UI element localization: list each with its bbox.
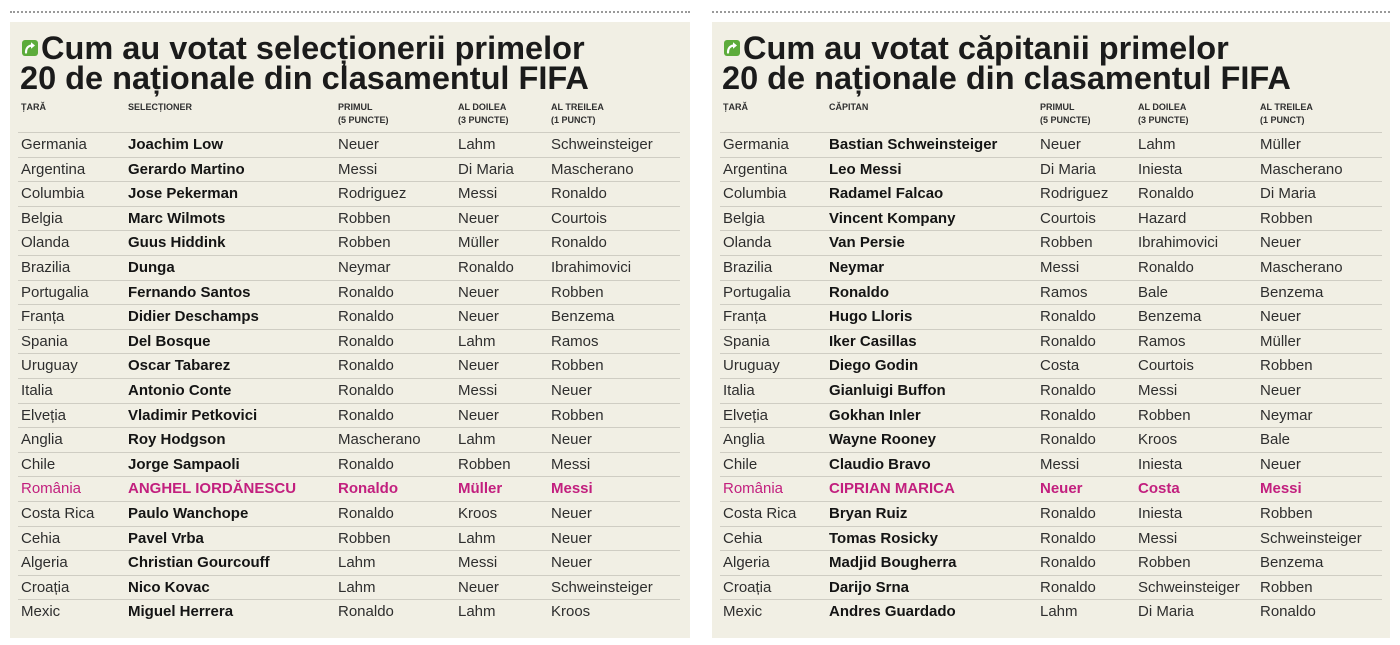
third-choice-cell: Ronaldo <box>551 234 607 252</box>
table-row <box>18 600 680 624</box>
country-cell: Brazilia <box>723 258 773 276</box>
country-cell: Argentina <box>723 160 788 178</box>
table-row <box>720 502 1382 527</box>
first-choice-cell: Ronaldo <box>338 283 394 301</box>
arrow-badge-icon-graphic <box>724 40 740 56</box>
first-choice-cell: Ronaldo <box>1040 578 1096 596</box>
header-first-choice <box>338 101 389 127</box>
header-third-choice <box>551 101 604 127</box>
table-row <box>720 305 1382 330</box>
second-choice-cell: Neuer <box>458 357 499 375</box>
person-name-cell: Vincent Kompany <box>829 209 956 227</box>
header-country-label: ȚARĂ <box>723 102 748 112</box>
person-name-cell: Vladimir Petkovici <box>128 406 258 424</box>
country-cell: Belgia <box>21 209 63 227</box>
first-choice-cell: Neuer <box>1040 136 1081 153</box>
third-choice-cell: Bale <box>1260 431 1291 449</box>
panel-title-line-2: 20 de naționale din clasamentul FIFA <box>722 60 1291 96</box>
country-cell: Portugalia <box>21 283 89 301</box>
country-cell: Argentina <box>21 160 86 178</box>
second-choice-cell: Neuer <box>458 578 499 596</box>
panel-title-line-2: 20 de naționale din clasamentul FIFA <box>20 60 589 96</box>
person-name-cell: Darijo Srna <box>829 578 910 596</box>
second-choice-cell: Messi <box>1138 381 1178 399</box>
second-choice-cell: Robben <box>1138 406 1191 424</box>
first-choice-cell: Ronaldo <box>338 504 394 522</box>
first-choice-cell: Messi <box>338 160 378 178</box>
second-choice-cell: Lahm <box>458 529 496 547</box>
first-choice-cell: Mascherano <box>338 431 421 449</box>
country-cell: România <box>21 480 82 498</box>
person-name-cell: ANGHEL IORDĂNESCU <box>128 480 297 498</box>
first-choice-cell: Ronaldo <box>338 406 394 424</box>
header-country <box>21 101 46 114</box>
header-coach <box>128 101 192 114</box>
first-choice-cell: Ronaldo <box>1040 381 1096 399</box>
first-choice-cell: Rodriguez <box>338 185 407 203</box>
header-second-points: (3 PUNCTE) <box>1138 115 1189 125</box>
person-name-cell: Claudio Bravo <box>829 455 931 473</box>
third-choice-cell: Schweinsteiger <box>551 136 653 153</box>
second-choice-cell: Messi <box>1138 529 1178 547</box>
table-row-highlighted <box>720 477 1382 502</box>
person-name-cell: Antonio Conte <box>128 381 232 399</box>
table-row <box>18 551 680 576</box>
country-cell: Uruguay <box>723 357 780 375</box>
person-name-cell: Oscar Tabarez <box>128 357 231 375</box>
third-choice-cell: Neuer <box>551 554 592 572</box>
country-cell: Brazilia <box>21 258 71 276</box>
header-first-label: PRIMUL <box>1040 102 1075 112</box>
person-name-cell: Gokhan Inler <box>829 406 921 424</box>
arrow-badge-icon <box>724 40 740 56</box>
second-choice-cell: Müller <box>458 234 499 252</box>
table-row <box>720 182 1382 207</box>
second-choice-cell: Neuer <box>458 308 499 326</box>
first-choice-cell: Ramos <box>1040 283 1088 301</box>
dotted-separator-left <box>10 11 690 13</box>
third-choice-cell: Benzema <box>551 308 615 326</box>
table-row <box>18 428 680 453</box>
country-cell: Algeria <box>21 554 68 572</box>
second-choice-cell: Lahm <box>458 136 496 153</box>
person-name-cell: Jose Pekerman <box>128 185 239 203</box>
country-cell: Elveția <box>723 406 769 424</box>
third-choice-cell: Robben <box>1260 209 1313 227</box>
votes-table-body <box>18 132 680 624</box>
header-second-choice <box>1138 101 1189 127</box>
first-choice-cell: Ronaldo <box>1040 554 1096 572</box>
table-row <box>18 354 680 379</box>
table-row <box>720 231 1382 256</box>
person-name-cell: Bastian Schweinsteiger <box>829 136 998 153</box>
header-second-label: AL DOILEA <box>458 102 507 112</box>
arrow-badge-icon <box>22 40 38 56</box>
person-name-cell: Iker Casillas <box>829 332 917 350</box>
second-choice-cell: Ramos <box>1138 332 1186 350</box>
table-row-highlighted <box>18 477 680 502</box>
second-choice-cell: Iniesta <box>1138 504 1183 522</box>
first-choice-cell: Ronaldo <box>1040 406 1096 424</box>
table-row <box>720 453 1382 478</box>
third-choice-cell: Müller <box>1260 136 1301 153</box>
third-choice-cell: Neuer <box>551 381 592 399</box>
second-choice-cell: Ronaldo <box>458 258 514 276</box>
person-name-cell: Marc Wilmots <box>128 209 226 227</box>
second-choice-cell: Neuer <box>458 209 499 227</box>
third-choice-cell: Neuer <box>551 504 592 522</box>
country-cell: Germania <box>21 136 87 153</box>
coaches-vote-panel <box>10 22 690 638</box>
second-choice-cell: Robben <box>458 455 511 473</box>
country-cell: Mexic <box>723 603 763 621</box>
country-cell: Elveția <box>21 406 67 424</box>
second-choice-cell: Ronaldo <box>1138 258 1194 276</box>
second-choice-cell: Messi <box>458 381 498 399</box>
third-choice-cell: Schweinsteiger <box>1260 529 1362 547</box>
first-choice-cell: Rodriguez <box>1040 185 1109 203</box>
third-choice-cell: Ramos <box>551 332 599 350</box>
first-choice-cell: Ronaldo <box>1040 308 1096 326</box>
person-name-cell: Pavel Vrba <box>128 529 204 547</box>
third-choice-cell: Mascherano <box>1260 258 1343 276</box>
header-second-points: (3 PUNCTE) <box>458 115 509 125</box>
person-name-cell: Bryan Ruiz <box>829 504 908 522</box>
header-captain <box>829 101 868 114</box>
table-row <box>18 256 680 281</box>
first-choice-cell: Ronaldo <box>1040 504 1096 522</box>
header-coach-label: SELECȚIONER <box>128 102 193 112</box>
third-choice-cell: Neuer <box>551 431 592 449</box>
country-cell: Costa Rica <box>723 504 797 522</box>
captains-vote-panel <box>712 22 1390 638</box>
person-name-cell: Didier Deschamps <box>128 308 259 326</box>
first-choice-cell: Costa <box>1040 357 1080 375</box>
third-choice-cell: Ibrahimovici <box>551 258 632 276</box>
table-row <box>18 158 680 183</box>
first-choice-cell: Lahm <box>1040 603 1078 621</box>
table-row <box>18 305 680 330</box>
country-cell: Chile <box>723 455 758 473</box>
country-cell: Belgia <box>723 209 765 227</box>
first-choice-cell: Ronaldo <box>338 357 394 375</box>
second-choice-cell: Kroos <box>458 504 498 522</box>
panel-title-line-1: Cum au votat selecționerii primelor <box>41 30 585 66</box>
country-cell: Croația <box>21 578 70 596</box>
table-row <box>720 379 1382 404</box>
second-choice-cell: Messi <box>458 554 498 572</box>
table-row <box>18 502 680 527</box>
first-choice-cell: Ronaldo <box>338 603 394 621</box>
arrow-badge-icon-graphic <box>22 40 38 56</box>
third-choice-cell: Müller <box>1260 332 1301 350</box>
table-row <box>720 354 1382 379</box>
country-cell: Olanda <box>21 234 70 252</box>
second-choice-cell: Müller <box>458 480 503 498</box>
third-choice-cell: Robben <box>1260 578 1313 596</box>
person-name-cell: Fernando Santos <box>128 283 251 301</box>
table-row <box>720 404 1382 429</box>
second-choice-cell: Neuer <box>458 283 499 301</box>
second-choice-cell: Neuer <box>458 406 499 424</box>
third-choice-cell: Robben <box>551 283 604 301</box>
first-choice-cell: Ronaldo <box>338 308 394 326</box>
third-choice-cell: Ronaldo <box>551 185 607 203</box>
person-name-cell: Del Bosque <box>128 332 211 350</box>
table-header <box>18 101 680 131</box>
third-choice-cell: Courtois <box>551 209 607 227</box>
person-name-cell: Andres Guardado <box>829 603 956 621</box>
second-choice-cell: Courtois <box>1138 357 1194 375</box>
table-row <box>720 576 1382 601</box>
first-choice-cell: Messi <box>1040 258 1080 276</box>
person-name-cell: Neymar <box>829 258 885 276</box>
person-name-cell: Gianluigi Buffon <box>829 381 946 399</box>
third-choice-cell: Neymar <box>1260 406 1313 424</box>
first-choice-cell: Ronaldo <box>1040 529 1096 547</box>
first-choice-cell: Ronaldo <box>338 480 398 498</box>
first-choice-cell: Robben <box>338 234 391 252</box>
third-choice-cell: Benzema <box>1260 283 1324 301</box>
third-choice-cell: Di Maria <box>1260 185 1316 203</box>
header-second-choice <box>458 101 509 127</box>
header-captain-label: CĂPITAN <box>829 102 869 112</box>
header-country-label: ȚARĂ <box>21 102 46 112</box>
person-name-cell: Paulo Wanchope <box>128 504 249 522</box>
person-name-cell: Jorge Sampaoli <box>128 455 240 473</box>
country-cell: Anglia <box>723 431 765 449</box>
person-name-cell: Dunga <box>128 258 175 276</box>
dotted-separator-right <box>712 11 1390 13</box>
header-first-points: (5 PUNCTE) <box>338 115 389 125</box>
table-row <box>720 527 1382 552</box>
second-choice-cell: Lahm <box>458 332 496 350</box>
person-name-cell: Roy Hodgson <box>128 431 226 449</box>
header-first-points: (5 PUNCTE) <box>1040 115 1091 125</box>
country-cell: Columbia <box>723 185 787 203</box>
table-row <box>720 207 1382 232</box>
country-cell: România <box>723 480 784 498</box>
country-cell: Mexic <box>21 603 61 621</box>
third-choice-cell: Mascherano <box>551 160 634 178</box>
third-choice-cell: Robben <box>1260 357 1313 375</box>
second-choice-cell: Costa <box>1138 480 1180 498</box>
header-third-label: AL TREILEA <box>551 102 604 112</box>
person-name-cell: CIPRIAN MARICA <box>829 480 955 498</box>
person-name-cell: Miguel Herrera <box>128 603 234 621</box>
table-row <box>720 133 1382 158</box>
first-choice-cell: Neuer <box>1040 480 1083 498</box>
header-country <box>723 101 748 114</box>
header-first-label: PRIMUL <box>338 102 373 112</box>
person-name-cell: Nico Kovac <box>128 578 210 596</box>
table-row <box>18 133 680 158</box>
third-choice-cell: Neuer <box>1260 308 1301 326</box>
country-cell: Anglia <box>21 431 63 449</box>
first-choice-cell: Robben <box>338 529 391 547</box>
first-choice-cell: Ronaldo <box>338 381 394 399</box>
country-cell: Cehia <box>21 529 61 547</box>
country-cell: Olanda <box>723 234 772 252</box>
third-choice-cell: Benzema <box>1260 554 1324 572</box>
table-row <box>720 428 1382 453</box>
table-row <box>720 256 1382 281</box>
country-cell: Italia <box>723 381 755 399</box>
third-choice-cell: Messi <box>1260 480 1302 498</box>
country-cell: Franța <box>723 308 767 326</box>
person-name-cell: Guus Hiddink <box>128 234 226 252</box>
third-choice-cell: Neuer <box>1260 234 1301 252</box>
panel-title-line-1: Cum au votat căpitanii primelor <box>743 30 1229 66</box>
person-name-cell: Christian Gourcouff <box>128 554 270 572</box>
person-name-cell: Van Persie <box>829 234 905 252</box>
third-choice-cell: Kroos <box>551 603 591 621</box>
second-choice-cell: Bale <box>1138 283 1169 301</box>
table-row <box>18 453 680 478</box>
country-cell: Cehia <box>723 529 763 547</box>
table-row <box>720 600 1382 624</box>
second-choice-cell: Lahm <box>1138 136 1176 153</box>
table-row <box>720 551 1382 576</box>
second-choice-cell: Schweinsteiger <box>1138 578 1240 596</box>
second-choice-cell: Iniesta <box>1138 455 1183 473</box>
person-name-cell: Gerardo Martino <box>128 160 245 178</box>
third-choice-cell: Robben <box>551 357 604 375</box>
person-name-cell: Tomas Rosicky <box>829 529 938 547</box>
first-choice-cell: Di Maria <box>1040 160 1096 178</box>
country-cell: Spania <box>21 332 68 350</box>
table-row <box>18 379 680 404</box>
table-row <box>720 158 1382 183</box>
table-row <box>18 231 680 256</box>
table-header <box>720 101 1382 131</box>
second-choice-cell: Ronaldo <box>1138 185 1194 203</box>
country-cell: Franța <box>21 308 65 326</box>
country-cell: Chile <box>21 455 56 473</box>
first-choice-cell: Messi <box>1040 455 1080 473</box>
header-first-choice <box>1040 101 1091 127</box>
person-name-cell: Wayne Rooney <box>829 431 936 449</box>
person-name-cell: Radamel Falcao <box>829 185 944 203</box>
country-cell: Spania <box>723 332 770 350</box>
third-choice-cell: Neuer <box>1260 455 1301 473</box>
country-cell: Germania <box>723 136 789 153</box>
second-choice-cell: Robben <box>1138 554 1191 572</box>
person-name-cell: Madjid Bougherra <box>829 554 957 572</box>
table-row <box>720 330 1382 355</box>
table-row <box>18 404 680 429</box>
country-cell: Columbia <box>21 185 85 203</box>
second-choice-cell: Messi <box>458 185 498 203</box>
country-cell: Uruguay <box>21 357 78 375</box>
second-choice-cell: Iniesta <box>1138 160 1183 178</box>
first-choice-cell: Lahm <box>338 578 376 596</box>
first-choice-cell: Robben <box>338 209 391 227</box>
first-choice-cell: Neuer <box>338 136 379 153</box>
third-choice-cell: Messi <box>551 480 593 498</box>
third-choice-cell: Mascherano <box>1260 160 1343 178</box>
first-choice-cell: Courtois <box>1040 209 1096 227</box>
first-choice-cell: Lahm <box>338 554 376 572</box>
table-row <box>18 207 680 232</box>
second-choice-cell: Lahm <box>458 431 496 449</box>
country-cell: Costa Rica <box>21 504 95 522</box>
country-cell: Portugalia <box>723 283 791 301</box>
third-choice-cell: Robben <box>1260 504 1313 522</box>
person-name-cell: Joachim Low <box>128 136 224 153</box>
second-choice-cell: Hazard <box>1138 209 1187 227</box>
first-choice-cell: Ronaldo <box>338 455 394 473</box>
country-cell: Croația <box>723 578 772 596</box>
second-choice-cell: Di Maria <box>1138 603 1194 621</box>
country-cell: Algeria <box>723 554 770 572</box>
third-choice-cell: Robben <box>551 406 604 424</box>
header-third-points: (1 PUNCT) <box>551 115 596 125</box>
votes-table-body <box>720 132 1382 624</box>
table-row <box>18 527 680 552</box>
second-choice-cell: Ibrahimovici <box>1138 234 1219 252</box>
header-third-points: (1 PUNCT) <box>1260 115 1305 125</box>
third-choice-cell: Ronaldo <box>1260 603 1316 621</box>
second-choice-cell: Lahm <box>458 603 496 621</box>
first-choice-cell: Ronaldo <box>1040 332 1096 350</box>
table-row <box>18 330 680 355</box>
table-row <box>18 281 680 306</box>
header-third-label: AL TREILEA <box>1260 102 1313 112</box>
person-name-cell: Diego Godin <box>829 357 919 375</box>
header-second-label: AL DOILEA <box>1138 102 1187 112</box>
third-choice-cell: Schweinsteiger <box>551 578 653 596</box>
first-choice-cell: Ronaldo <box>338 332 394 350</box>
table-row <box>18 576 680 601</box>
person-name-cell: Hugo Lloris <box>829 308 913 326</box>
third-choice-cell: Neuer <box>551 529 592 547</box>
first-choice-cell: Neymar <box>338 258 391 276</box>
person-name-cell: Leo Messi <box>829 160 902 178</box>
third-choice-cell: Messi <box>551 455 591 473</box>
second-choice-cell: Di Maria <box>458 160 514 178</box>
second-choice-cell: Benzema <box>1138 308 1202 326</box>
table-row <box>720 281 1382 306</box>
third-choice-cell: Neuer <box>1260 381 1301 399</box>
person-name-cell: Ronaldo <box>829 283 889 301</box>
country-cell: Italia <box>21 381 53 399</box>
first-choice-cell: Robben <box>1040 234 1093 252</box>
second-choice-cell: Kroos <box>1138 431 1178 449</box>
first-choice-cell: Ronaldo <box>1040 431 1096 449</box>
table-row <box>18 182 680 207</box>
header-third-choice <box>1260 101 1313 127</box>
